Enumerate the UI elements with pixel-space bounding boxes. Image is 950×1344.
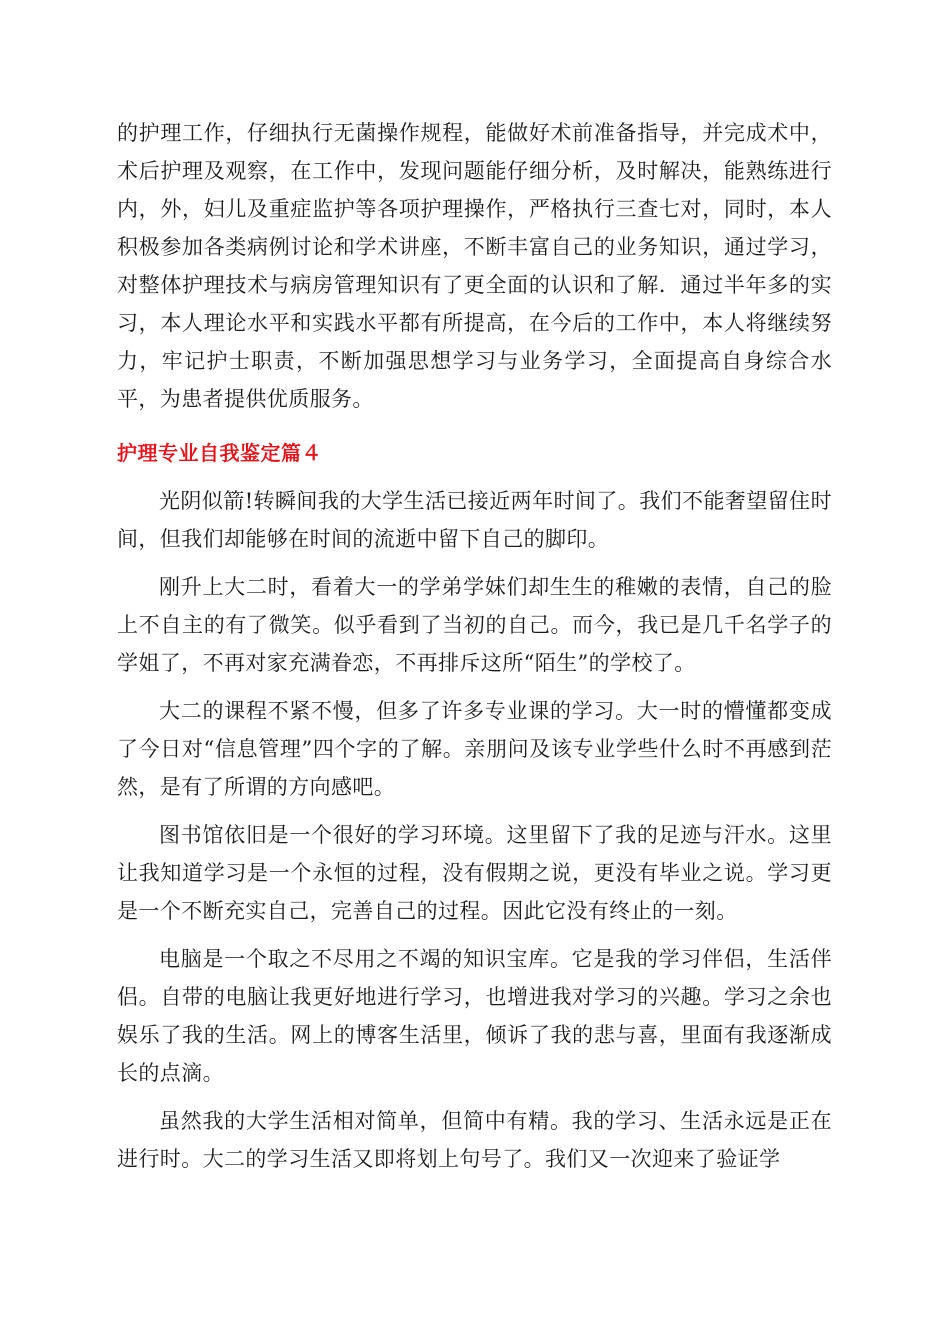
body-paragraph-2: 刚升上大二时，看着大一的学弟学妹们却生生的稚嫩的表情，自己的脸上不自主的有了微笑。似乎看到了当初的自己。而今，我已是几千名学子的学姐了，不再对家充满眷恋，不再排斥这所“陌生”的学校了。: [117, 575, 832, 675]
section-heading: 护理专业自我鉴定篇４: [117, 441, 322, 465]
body-paragraph-5: 电脑是一个取之不尽用之不竭的知识宝库。它是我的学习伴侣，生活伴侣。自带的电脑让我更好地进行学习，也增进我对学习的兴趣。学习之余也娱乐了我的生活。网上的博客生活里，倾诉了我的悲与喜，里面有我逐渐成长的点滴。: [117, 947, 832, 1085]
body-paragraph-6: 虽然我的大学生活相对简单，但简中有精。我的学习、生活永远是正在进行时。大二的学习生活又即将划上句号了。我们又一次迎来了验证学: [117, 1109, 832, 1171]
body-paragraph-3: 大二的课程不紧不慢，但多了许多专业课的学习。大一时的懵懂都变成了今日对“信息管理”四个字的了解。亲朋问及该专业学些什么时不再感到茫然，是有了所谓的方向感吧。: [117, 699, 832, 799]
lead-paragraph: 的护理工作，仔细执行无菌操作规程，能做好术前准备指导，并完成术中，术后护理及观察，在工作中，发现问题能仔细分析，及时解决，能熟练进行内，外，妇儿及重症监护等各项护理操作，严格执行三查七对，同时，本人积极参加各类病例讨论和学术讲座，不断丰富自己的业务知识，通过学习，对整体护理技术与病房管理知识有了更全面的认识和了解．通过半年多的实习，本人理论水平和实践水平都有所提高，在今后的工作中，本人将继续努力，牢记护士职责，不断加强思想学习与业务学习，全面提高自身综合水平，为患者提供优质服务。: [117, 121, 832, 411]
body-paragraph-1: 光阴似箭!转瞬间我的大学生活已接近两年时间了。我们不能奢望留住时间，但我们却能够在时间的流逝中留下自己的脚印。: [117, 489, 832, 551]
body-paragraph-4: 图书馆依旧是一个很好的学习环境。这里留下了我的足迹与汗水。这里让我知道学习是一个永恒的过程，没有假期之说，更没有毕业之说。学习更是一个不断充实自己，完善自己的过程。因此它没有终止的一刻。: [117, 823, 832, 923]
